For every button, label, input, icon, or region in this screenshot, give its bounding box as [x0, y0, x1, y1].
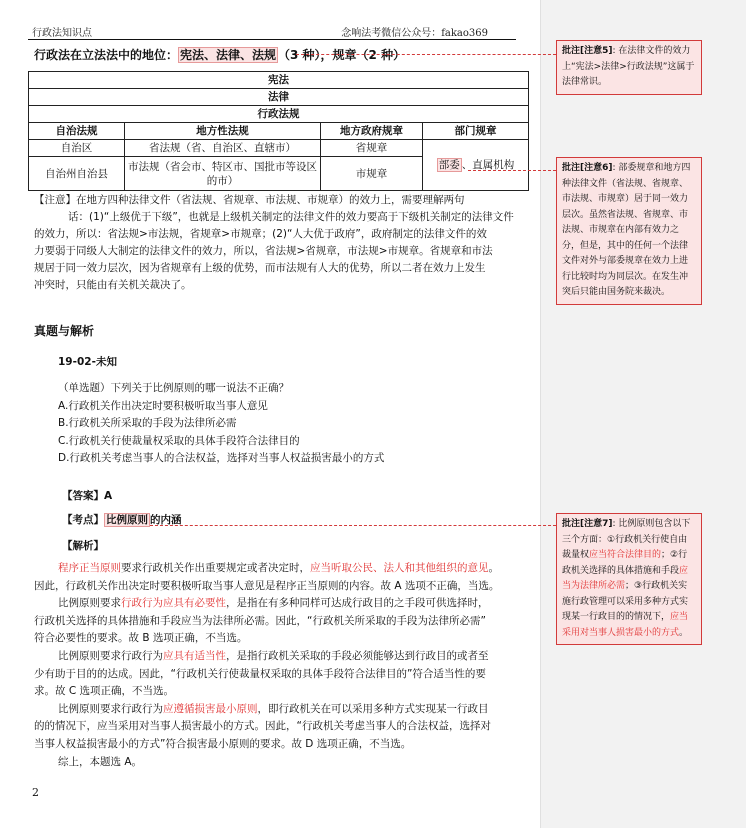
- analysis-label: 【解析】: [62, 540, 104, 552]
- analysis-body: 程序正当原则要求行政机关作出重要规定或者决定时，应当听取公民、法人和其他组织的意见。 因此，行政机关作出决定时要积极听取当事人意见是程序正当原则的内容。故 A 选项不正确，当选。 比例原则要求行政行为应具有必要性，是指在有多种同样可达成行政目的之手段可供选择时， 行政机关选择的具体措施和手段应当为法律所必需。因此，“行政机关所采取的手段为法律所必需” 符合必要性的要求。故 B 选项正确，不当选。 比例原则要求行政行为应具有适当性，是指行政机关采取的手段必须能够达到行政目的或者至 少有助于目的的达成。因此，“行政机关行使裁量权采取的具体手段符合法律目的”符合适当性的要 求。故 C 选项正确，不当选。 比例原则要求行政行为应遵循损害最小原则，即行政机关在可以采用多种方式实现某一行政目 的的情况下，应当采用对当事人损害最小的方式。因此，“行政机关考虑当事人的合法权益，选择对 当事人权益损害最小的方式”符合损害最小原则的要求。故 D 选项正确，不当选。 综上，本题选 A。: [34, 560, 526, 771]
- page-number: 2: [32, 786, 39, 799]
- analysis-para: 比例原则要求行政行为应具有必要性，是指在有多种同样可达成行政目的之手段可供选择时，: [58, 597, 489, 610]
- table-row: 宪法: [29, 72, 529, 89]
- section-heading: 行政法在立法法中的地位： 宪法、法律、法规 （3 种），规章（2 种）: [34, 48, 406, 62]
- option-d: D.行政机关考虑当事人的合法权益，选择对当事人权益损害最小的方式: [58, 452, 385, 464]
- analysis-para: 比例原则要求行政行为应遵循损害最小原则，即行政机关在可以采用多种方式实现某一行政目: [58, 702, 489, 715]
- table-header: 自治法规: [29, 123, 125, 140]
- table-header: 地方性法规: [125, 123, 321, 140]
- question-block: [58, 380, 384, 468]
- option-a: A.行政机关作出决定时要积极听取当事人意见: [58, 399, 268, 412]
- table-cell: 自治区: [29, 140, 125, 157]
- note-paragraph: 【注意】在地方四种法律文件（省法规、省规章、市法规、市规章）的效力上，需要理解两句 话：(1)“上级优于下级”，也就是上级机关制定的法律文件的效力要高于下级机关制定的法律文件 的效力，所以：省法规>市法规，省规章>市规章；(2)“人大优于政府”，政府制定的法律文件的效 力要弱于同级人大制定的法律文件的效力，所以，省法规>省规章，市法规>市规章。省规章和市法 规居于同一效力层次，因为省规章有上级的优势，而市法规有人大的优势，所以二者在效力上发生 冲突时，只能由有关机关裁决了。: [34, 194, 514, 291]
- section-title: 真题与解析: [34, 324, 95, 338]
- comment-note6[interactable]: 批注[注意6]: 部委规章和地方四种法律文件（省法规、省规章、市法规、市规章）居于同一效力层次。虽然省法规、省规章、市法规、市规章在内部有效力之分，但是，其中的任何一个法律文件对外与部委规章在效力上进行比较时均为同层次。在发生冲突后只能由国务院来裁决。: [556, 157, 702, 305]
- table-cell: 市规章: [321, 157, 423, 191]
- analysis-conclusion: 综上，本题选 A。: [58, 755, 143, 768]
- comment-note7[interactable]: 批注[注意7]: 比例原则包含以下三个方面：①行政机关行使自由裁量权应当符合法律目的；②行政机关选择的具体措施和手段应当为法律所必需；③行政机关实施行政管理可以采用多种方式实现某一行政目的的情况下，应当采用对当事人损害最小的方式。: [556, 513, 702, 645]
- table-header: 地方政府规章: [321, 123, 423, 140]
- comment-connector: [150, 525, 556, 526]
- analysis-para: 程序正当原则要求行政机关作出重要规定或者决定时，应当听取公民、法人和其他组织的意见。: [58, 562, 499, 574]
- table-row: 法律: [29, 89, 529, 106]
- dept-highlight[interactable]: 部委: [438, 159, 460, 171]
- table-cell: 省法规（省、自治区、直辖市）: [125, 140, 321, 157]
- law-hierarchy-table: [28, 71, 529, 191]
- option-c: C.行政机关行使裁量权采取的具体手段符合法律目的: [58, 434, 300, 447]
- comment-connector: [296, 54, 556, 55]
- table-cell-dept: 部委 、直属机构: [423, 140, 529, 191]
- header-title: 行政法知识点: [32, 28, 92, 39]
- page-header: [28, 24, 516, 40]
- heading-highlight[interactable]: 宪法、法律、法规: [180, 48, 277, 62]
- table-cell: 市法规（省会市、特区市、国批市等设区的市）: [125, 157, 321, 191]
- header-wechat: 念响法考微信公众号：fakao369: [341, 28, 488, 39]
- table-row: 行政法规: [29, 106, 529, 123]
- table-header: 部门规章: [423, 123, 529, 140]
- comment-margin: [540, 0, 746, 828]
- test-point: 【考点】 比例原则 的内涵: [62, 514, 182, 526]
- question-id: 19-02-未知: [58, 356, 117, 368]
- comment-note5[interactable]: 批注[注意5]: 在法律文件的效力上“宪法>法律>行政法规”这属于法律常识。: [556, 40, 702, 95]
- analysis-para: 比例原则要求行政行为应具有适当性，是指行政机关采取的手段必须能够达到行政目的或者至: [58, 649, 489, 662]
- table-cell: 省规章: [321, 140, 423, 157]
- table-cell: 自治州自治县: [29, 157, 125, 191]
- answer: 【答案】A: [62, 490, 113, 502]
- option-b: B.行政机关所采取的手段为法律所必需: [58, 417, 237, 429]
- comment-connector: [468, 170, 556, 171]
- question-stem: （单选题）下列关于比例原则的哪一说法不正确？: [58, 382, 289, 394]
- test-point-highlight[interactable]: 比例原则: [106, 514, 148, 526]
